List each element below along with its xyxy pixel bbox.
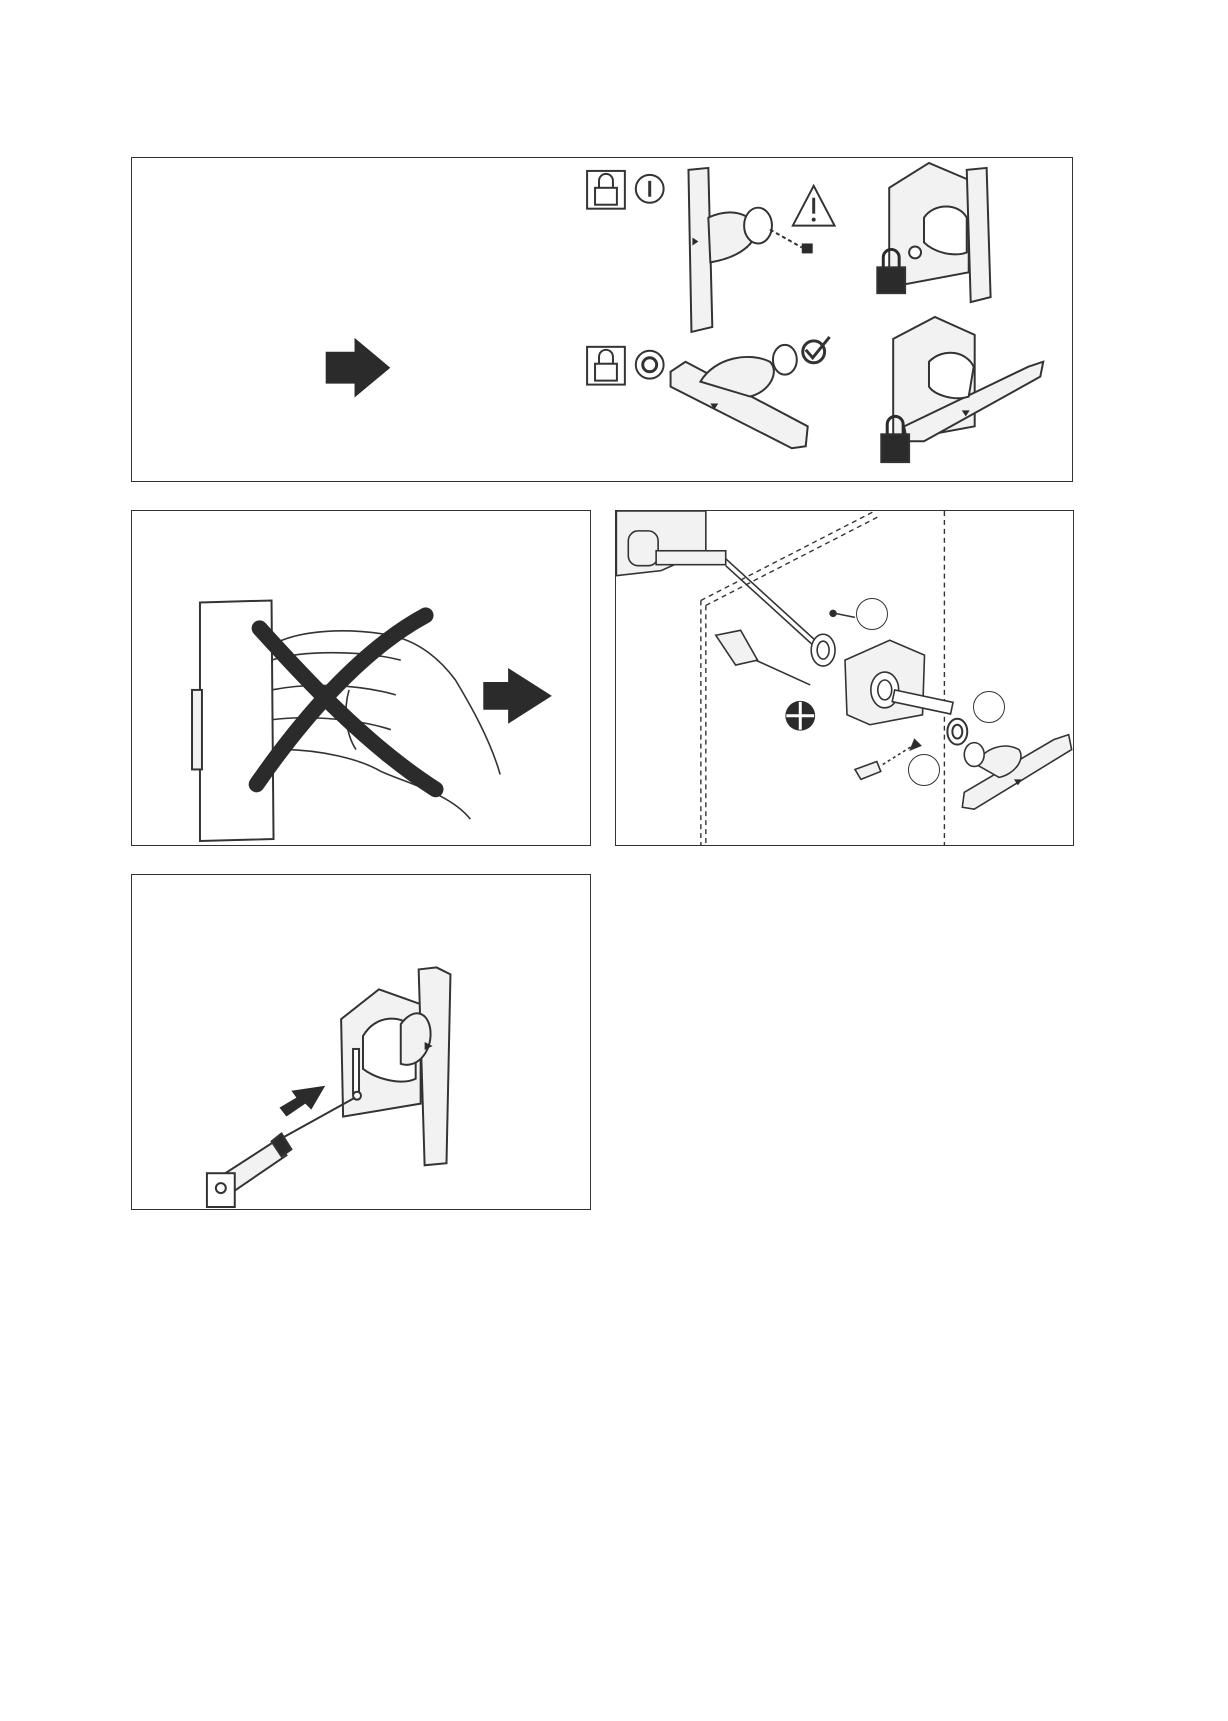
- panel-screwdriver-release: [131, 874, 591, 1210]
- screwdriver-icon: [207, 1098, 355, 1207]
- padlock-off-icon: [587, 347, 664, 385]
- screwdriver-release-illustration: [132, 875, 590, 1209]
- lock-positions-illustration: [132, 158, 1072, 481]
- phillips-screwdriver-icon: [716, 630, 810, 685]
- switch-body-icon: [616, 511, 815, 647]
- do-not-pull-illustration: [132, 511, 590, 845]
- callout-circle-2: [973, 691, 1005, 723]
- right-arrow-icon: [326, 338, 391, 398]
- t-handle-vertical-icon: [688, 168, 771, 332]
- checkmark-icon: [803, 337, 830, 363]
- right-arrow-icon: [483, 668, 552, 724]
- phillips-symbol-icon: [785, 701, 815, 731]
- callout-circle-1: [856, 598, 888, 630]
- mounting-flange-icon: [811, 634, 835, 666]
- lock-cylinder-icon: [802, 243, 813, 253]
- assembly-illustration: [616, 511, 1073, 845]
- panel-lock-positions: [131, 157, 1073, 482]
- screw-icon: [830, 610, 855, 617]
- warning-icon: [793, 186, 835, 226]
- panel-do-not-pull: [131, 510, 591, 846]
- panel-assembly: [615, 510, 1074, 846]
- padlock-on-icon: [587, 171, 664, 209]
- gasket-ring-icon: [947, 719, 967, 745]
- handle-with-padlock-icon: [877, 163, 990, 302]
- right-arrow-icon: [279, 1086, 325, 1117]
- t-handle-horizontal-icon: [671, 345, 808, 448]
- t-handle-horizontal-icon: [962, 735, 1071, 810]
- callout-circle-3: [908, 754, 940, 786]
- handle-housing-icon: [845, 640, 953, 724]
- handle-horizontal-with-padlock-icon: [881, 317, 1043, 462]
